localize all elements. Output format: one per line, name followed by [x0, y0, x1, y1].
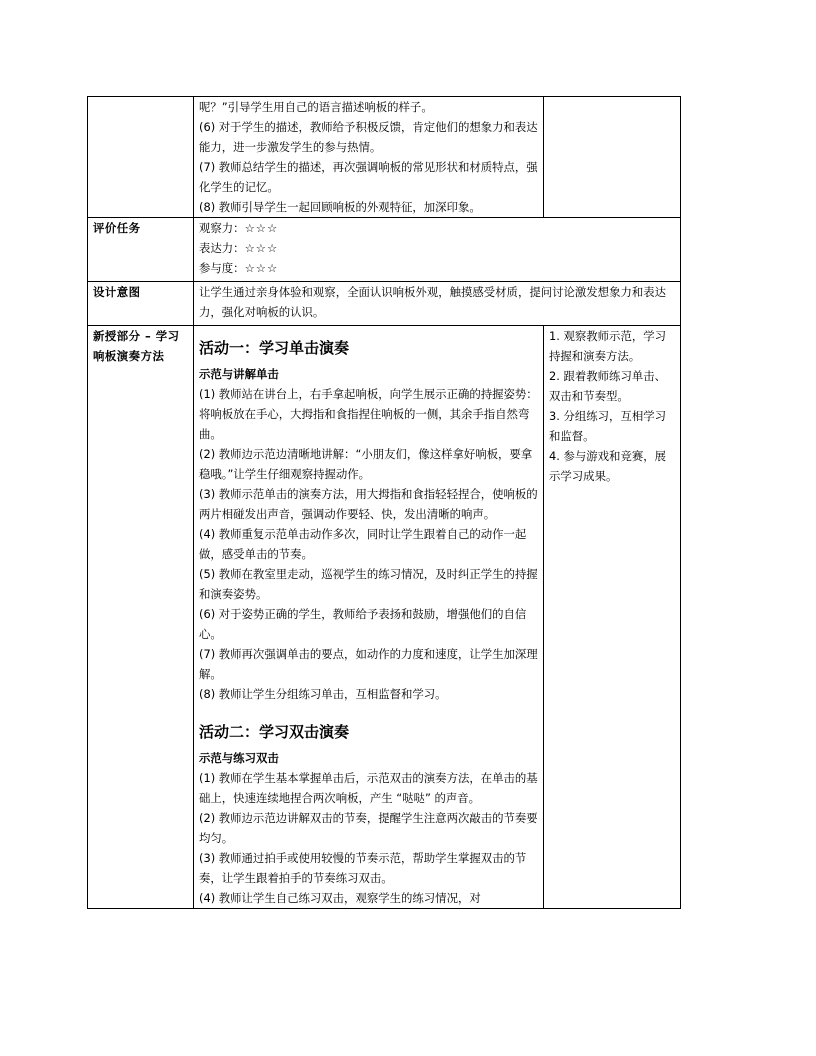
evaluation-item-name: 观察力：	[199, 221, 245, 235]
student-activity-item: 1. 观察教师示范，学习持握和演奏方法。	[549, 329, 667, 363]
new-lesson-content	[194, 326, 544, 909]
star-rating: ☆☆☆	[244, 241, 279, 255]
evaluation-item-name: 表达力：	[199, 241, 245, 255]
intro-line: (6) 对于学生的描述，教师给予积极反馈，肯定他们的想象力和表达能力，进一步激发学生的参与热情。	[199, 120, 538, 154]
activity-one-step: (3) 教师示范单击的演奏方法，用大拇指和食指轻轻捏合，使响板的两片相碰发出声音，强调动作要轻、快，发出清晰的响声。	[199, 487, 538, 521]
activity-one-step: (7) 教师再次强调单击的要点，如动作的力度和速度，让学生加深理解。	[199, 647, 538, 681]
evaluation-item	[199, 258, 675, 278]
new-lesson-label: 新授部分 – 学习响板演奏方法	[88, 326, 194, 909]
student-activity-item: 3. 分组练习，互相学习和监督。	[549, 409, 667, 443]
activity-one-step: (6) 对于姿势正确的学生，教师给予表扬和鼓励，增强他们的自信心。	[199, 607, 527, 641]
activity-one-step: (8) 教师让学生分组练习单击，互相监督和学习。	[199, 687, 447, 701]
evaluation-item	[199, 238, 675, 258]
intro-content-cell	[194, 97, 544, 218]
intro-line: (8) 教师引导学生一起回顾响板的外观特征，加深印象。	[199, 200, 481, 214]
activity-two-step: (1) 教师在学生基本掌握单击后，示范双击的演奏方法，在单击的基础上，快速连续地捏合两次响板，产生 “哒哒” 的声音。	[199, 771, 538, 805]
student-activities-cell	[544, 326, 681, 909]
activity-two-step: (2) 教师边示范边讲解双击的节奏，提醒学生注意两次敲击的节奏要均匀。	[199, 811, 538, 845]
intro-student-cell	[544, 97, 681, 218]
design-content: 让学生通过亲身体验和观察，全面认识响板外观，触摸感受材质，提问讨论激发想象力和表达力，强化对响板的认识。	[194, 282, 681, 326]
activity-two-subtitle: 示范与练习双击	[199, 751, 279, 765]
activity-one-subtitle: 示范与讲解单击	[199, 367, 279, 381]
new-lesson-row	[88, 326, 681, 909]
design-row	[88, 282, 681, 326]
activity-two-step: (3) 教师通过拍手或使用较慢的节奏示范，帮助学生掌握双击的节奏，让学生跟着拍手的节奏练习双击。	[199, 851, 527, 885]
activity-two-title: 活动二：学习双击演奏	[199, 723, 350, 741]
intro-label-cell	[88, 97, 194, 218]
activity-one-step: (5) 教师在教室里走动，巡视学生的练习情况，及时纠正学生的持握和演奏姿势。	[199, 567, 538, 601]
evaluation-item	[199, 218, 675, 238]
evaluation-label: 评价任务	[88, 218, 194, 282]
student-activity-item: 2. 跟着教师练习单击、双击和节奏型。	[549, 369, 667, 403]
star-rating: ☆☆☆	[244, 261, 279, 275]
intro-line: (7) 教师总结学生的描述，再次强调响板的常见形状和材质特点，强化学生的记忆。	[199, 160, 538, 194]
activity-one-step: (1) 教师站在讲台上，右手拿起响板，向学生展示正确的持握姿势：将响板放在手心，大拇指和食指捏住响板的一侧，其余手指自然弯曲。	[199, 387, 538, 441]
star-rating: ☆☆☆	[244, 221, 279, 235]
intro-line: 呢？”引导学生用自己的语言描述响板的样子。	[199, 100, 433, 114]
lesson-plan-table	[87, 96, 681, 909]
activity-one-step: (4) 教师重复示范单击动作多次，同时让学生跟着自己的动作一起做，感受单击的节奏。	[199, 527, 527, 561]
design-label: 设计意图	[88, 282, 194, 326]
activity-one-step: (2) 教师边示范边清晰地讲解：“小朋友们，像这样拿好响板，要拿稳哦。”让学生仔细观察持握动作。	[199, 447, 533, 481]
evaluation-item-name: 参与度：	[199, 261, 245, 275]
evaluation-row	[88, 218, 681, 282]
evaluation-content	[194, 218, 681, 282]
activity-two-step: (4) 教师让学生自己练习双击，观察学生的练习情况，对	[199, 891, 481, 905]
intro-row	[88, 97, 681, 218]
activity-one-title: 活动一：学习单击演奏	[199, 339, 350, 357]
student-activity-item: 4. 参与游戏和竞赛，展示学习成果。	[549, 449, 667, 483]
